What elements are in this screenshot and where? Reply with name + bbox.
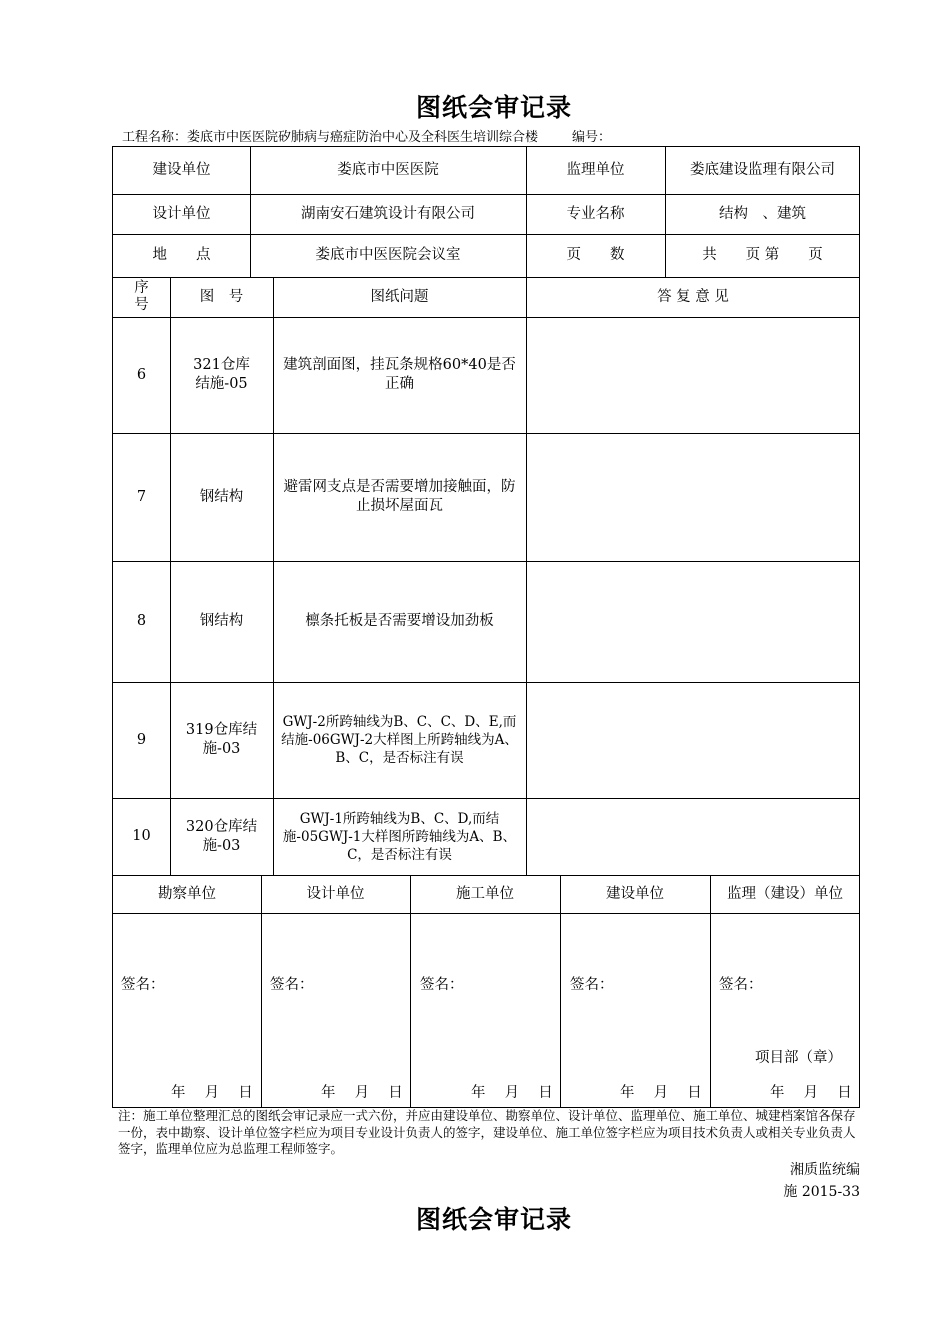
row-drawing: 319仓库结施-03 [185,722,258,757]
label-supervision-unit: 监理单位 [566,162,625,178]
date-label: 年 月 日 [620,1085,702,1101]
date-label: 年 月 日 [770,1085,852,1101]
col-header-reply: 答 复 意 见 [657,288,729,305]
unit-construction: 施工单位 [456,885,514,902]
row-seq: 9 [136,731,147,748]
row-seq: 7 [136,488,147,505]
label-location: 地 点 [152,247,211,263]
publisher: 湘质监统编 [790,1162,860,1178]
stamp-label: 项目部（章） [755,1050,842,1066]
row-drawing: 321仓库 结施-05 [193,357,250,392]
project-line [122,126,611,145]
col-header-drawing: 图 号 [199,288,244,305]
date-label: 年 月 日 [171,1085,253,1101]
col-header-seq: 序 号 [134,280,149,313]
project-name: 工程名称：娄底市中医医院矽肺病与癌症防治中心及全科医生培训综合楼 [122,130,539,145]
value-discipline: 结构 、建筑 [719,205,806,222]
sign-label: 签名： [420,977,464,993]
row-drawing: 320仓库结施-03 [185,818,258,854]
row-issue: GWJ-1所跨轴线为B、C、D,而结施-05GWJ-1大样图所跨轴线为A、B、C，是否标注有误 [282,810,517,863]
sign-label: 签名： [570,977,614,993]
sign-label: 签名： [121,977,165,993]
unit-supervision: 监理（建设）单位 [727,885,843,902]
col-header-issue: 图纸问题 [370,288,429,305]
review-table [112,146,860,1108]
code-label: 编号： [572,130,612,145]
label-construction-unit: 建设单位 [152,162,211,178]
row-seq: 6 [136,366,147,383]
unit-design: 设计单位 [306,885,365,902]
row-seq: 10 [132,828,151,844]
value-construction-unit: 娄底市中医医院 [337,162,439,178]
date-label: 年 月 日 [321,1085,403,1101]
row-issue: 建筑剖面图，挂瓦条规格60*40是否正确 [283,357,516,392]
row-drawing: 钢结构 [199,613,244,629]
label-discipline: 专业名称 [566,205,625,222]
sign-label: 签名： [270,977,314,993]
label-design-unit: 设计单位 [152,205,211,222]
sign-label: 签名： [719,977,763,993]
unit-survey: 勘察单位 [158,885,216,902]
page-title: 图纸会审记录 [415,93,572,122]
value-supervision-unit: 娄底建设监理有限公司 [690,162,835,178]
unit-owner: 建设单位 [606,885,664,902]
value-design-unit: 湖南安石建筑设计有限公司 [301,205,475,222]
label-pages: 页 数 [566,247,625,263]
row-seq: 8 [136,613,147,629]
form-number: 施 2015-33 [783,1184,860,1200]
row-issue: 檩条托板是否需要增设加劲板 [305,613,494,629]
row-drawing: 钢结构 [199,488,244,505]
row-issue: GWJ-2所跨轴线为B、C、C、D、E,而结施-06GWJ-2大样图上所跨轴线为A、B、C，是否标注有误 [281,714,518,766]
value-pages: 共 页 第 页 [702,247,823,263]
page-title-repeat: 图纸会审记录 [415,1205,572,1234]
date-label: 年 月 日 [471,1085,553,1101]
footnote: 注：施工单位整理汇总的图纸会审记录应一式六份，并应由建设单位、勘察单位、设计单位、监理单位、施工单位、城建档案馆各保存一份，表中勘察、设计单位签字栏应为项目专业设计负责人的签字，建设单位、施工单位签字栏应为项目技术负责人或相关专业负责人签字，监理单位应为总监理工程师签字。 [118,1108,856,1156]
row-issue: 避雷网支点是否需要增加接触面，防止损坏屋面瓦 [283,479,516,514]
value-location: 娄底市中医医院会议室 [315,247,461,263]
